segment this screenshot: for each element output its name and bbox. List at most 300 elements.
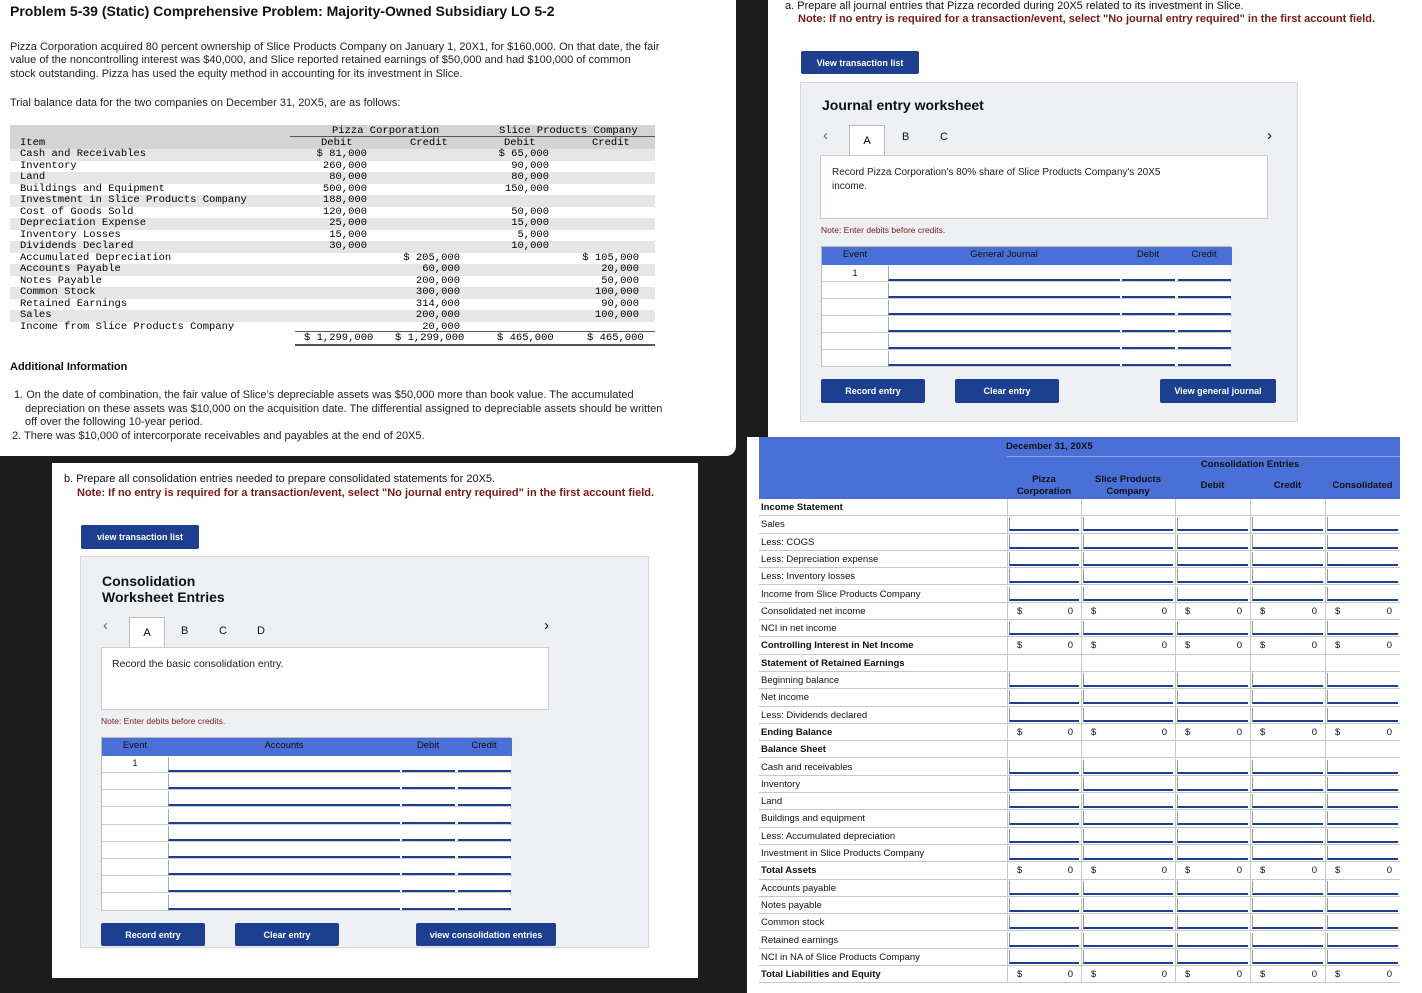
worksheet-input[interactable] — [1177, 881, 1248, 895]
worksheet-input[interactable] — [1083, 846, 1173, 860]
debit-input[interactable] — [402, 895, 455, 910]
ws-col-credit: Credit — [1273, 480, 1302, 491]
worksheet-input[interactable] — [1009, 517, 1079, 531]
worksheet-row-label: Net income — [761, 692, 810, 704]
worksheet-input[interactable] — [1009, 587, 1079, 601]
worksheet-input[interactable] — [1083, 898, 1173, 912]
ws-col-slice-1: Slice Products — [1095, 474, 1161, 485]
gj-account-select[interactable] — [888, 334, 1120, 349]
worksheet-total-value: 0 — [1067, 640, 1073, 652]
worksheet-row-label: Balance Sheet — [761, 744, 826, 756]
dollar-sign: $ — [1335, 865, 1341, 877]
worksheet-input[interactable] — [1083, 690, 1173, 704]
problem-title: Problem 5-39 (Static) Comprehensive Problem: Majority-Owned Subsidiary LO 5-2 — [10, 3, 555, 19]
worksheet-input[interactable] — [1009, 950, 1079, 964]
account-select[interactable] — [168, 774, 400, 789]
worksheet-input[interactable] — [1252, 933, 1323, 947]
part-b-panel — [52, 463, 698, 978]
worksheet-input[interactable] — [1177, 621, 1248, 635]
worksheet-input[interactable] — [1252, 587, 1323, 601]
je-col-debit: Debit — [1136, 249, 1160, 260]
tb-sd: 15,000 — [511, 217, 549, 229]
debit-input[interactable] — [402, 791, 455, 806]
worksheet-row-label: Investment in Slice Products Company — [761, 848, 925, 859]
worksheet-row-label: Inventory — [761, 778, 801, 790]
cons-clear-entry-button[interactable]: Clear entry — [235, 923, 339, 946]
gj-debit-input[interactable] — [1122, 283, 1175, 298]
worksheet-row-label: Controlling Interest in Net Income — [761, 640, 914, 652]
worksheet-input[interactable] — [1252, 777, 1323, 791]
worksheet-input[interactable] — [1177, 535, 1248, 549]
worksheet-total-value: 0 — [1067, 865, 1073, 877]
tb-sd: 80,000 — [511, 171, 549, 183]
tb-item: Accounts Payable — [20, 263, 121, 275]
gj-account-select[interactable] — [888, 266, 1120, 281]
cons-prompt-box — [101, 647, 549, 710]
view-transaction-list-button[interactable]: view transaction list — [81, 525, 199, 549]
account-select[interactable] — [168, 895, 400, 910]
debit-input[interactable] — [402, 877, 455, 892]
worksheet-input[interactable] — [1083, 794, 1173, 808]
worksheet-input[interactable] — [1327, 777, 1398, 791]
worksheet-row-label: Less: Depreciation expense — [761, 553, 879, 565]
dollar-sign: $ — [1260, 605, 1266, 617]
tb-pc: 200,000 — [415, 309, 460, 321]
ws-col-pizza-1: Pizza — [1032, 474, 1056, 485]
worksheet-input[interactable] — [1009, 811, 1079, 825]
worksheet-input[interactable] — [1009, 915, 1079, 929]
je-tab-c[interactable]: C — [940, 131, 948, 143]
worksheet-input[interactable] — [1327, 690, 1398, 704]
worksheet-total-value: 0 — [1161, 640, 1167, 652]
worksheet-row-label: NCI in NA of Slice Products Company — [761, 951, 920, 963]
tb-item: Income from Slice Products Company — [20, 320, 235, 333]
tb-item: Depreciation Expense — [20, 217, 147, 229]
worksheet-total-value: 0 — [1236, 726, 1242, 738]
worksheet-input[interactable] — [1177, 517, 1248, 531]
worksheet-input[interactable] — [1327, 708, 1398, 722]
tb-sc: $ 105,000 — [582, 251, 639, 264]
tb-header-item: Item — [20, 137, 46, 149]
worksheet-input[interactable] — [1177, 673, 1248, 687]
part-a-note: Note: If no entry is required for a transaction/event, select "No journal entry required" in the first account field. — [798, 13, 1376, 25]
worksheet-input[interactable] — [1009, 881, 1079, 895]
dollar-sign: $ — [1185, 640, 1191, 652]
worksheet-row-label: Statement of Retained Earnings — [761, 657, 905, 669]
tb-pc: 60,000 — [422, 263, 460, 275]
worksheet-input[interactable] — [1177, 933, 1248, 947]
worksheet-input[interactable] — [1009, 829, 1079, 843]
tb-total-pizza-debit: $ 1,299,000 — [304, 332, 374, 344]
worksheet-input[interactable] — [1327, 811, 1398, 825]
cons-title-2: Worksheet Entries — [102, 589, 225, 605]
worksheet-input[interactable] — [1083, 950, 1173, 964]
je-record-entry-button[interactable]: Record entry — [821, 379, 925, 403]
worksheet-input[interactable] — [1083, 760, 1173, 774]
worksheet-input[interactable] — [1327, 535, 1398, 549]
worksheet-row-label: Retained earnings — [761, 934, 839, 946]
gj-credit-input[interactable] — [1178, 334, 1231, 349]
ws-col-debit: Debit — [1200, 480, 1225, 491]
worksheet-total-value: 0 — [1161, 605, 1167, 617]
worksheet-input[interactable] — [1327, 621, 1398, 635]
worksheet-input[interactable] — [1083, 881, 1173, 895]
worksheet-input[interactable] — [1252, 811, 1323, 825]
debit-input[interactable] — [402, 826, 455, 841]
worksheet-input[interactable] — [1327, 517, 1398, 531]
credit-input[interactable] — [458, 860, 511, 875]
cons-debit-note: Note: Enter debits before credits. — [101, 716, 226, 726]
worksheet-input[interactable] — [1177, 811, 1248, 825]
gj-account-select[interactable] — [888, 351, 1120, 366]
worksheet-total-value: 0 — [1236, 865, 1242, 877]
worksheet-date: December 31, 20X5 — [1006, 441, 1093, 452]
worksheet-input[interactable] — [1252, 535, 1323, 549]
credit-input[interactable] — [458, 895, 511, 910]
worksheet-input[interactable] — [1177, 950, 1248, 964]
trial-balance-table — [10, 125, 655, 347]
worksheet-input[interactable] — [1009, 673, 1079, 687]
worksheet-row-label: Less: Inventory losses — [761, 571, 855, 583]
tb-header-pizza-debit: Debit — [321, 137, 353, 149]
cons-col-debit: Debit — [416, 740, 440, 751]
tb-sd: $ 65,000 — [498, 148, 549, 160]
dollar-sign: $ — [1260, 865, 1266, 877]
cons-entries-header: Consolidation Entries — [1200, 459, 1300, 470]
credit-input[interactable] — [458, 809, 511, 824]
credit-input[interactable] — [458, 843, 511, 858]
worksheet-input[interactable] — [1083, 777, 1173, 791]
tb-pd: 25,000 — [329, 217, 367, 229]
tb-item: Investment in Slice Products Company — [20, 194, 247, 206]
worksheet-row-label: Notes payable — [761, 899, 822, 911]
worksheet-input[interactable] — [1252, 950, 1323, 964]
worksheet-row-label: Total Liabilities and Equity — [761, 969, 881, 981]
gj-credit-input[interactable] — [1178, 266, 1231, 281]
prev-tab-icon[interactable]: ‹ — [103, 617, 108, 634]
account-select[interactable] — [168, 843, 400, 858]
worksheet-input[interactable] — [1252, 569, 1323, 583]
gj-credit-input[interactable] — [1178, 283, 1231, 298]
je-clear-entry-button[interactable]: Clear entry — [955, 379, 1059, 403]
worksheet-input[interactable] — [1083, 535, 1173, 549]
worksheet-input[interactable] — [1009, 794, 1079, 808]
worksheet-input[interactable] — [1177, 829, 1248, 843]
worksheet-input[interactable] — [1177, 915, 1248, 929]
worksheet-input[interactable] — [1252, 794, 1323, 808]
account-select[interactable] — [168, 791, 400, 806]
worksheet-row-label: Income from Slice Products Company — [761, 588, 921, 600]
worksheet-input[interactable] — [1252, 552, 1323, 566]
tb-header-slice: Slice Products Company — [499, 125, 638, 137]
tb-sd: 5,000 — [517, 228, 549, 241]
gj-debit-input[interactable] — [1122, 351, 1175, 366]
je-entry-table — [821, 246, 1231, 367]
worksheet-input[interactable] — [1009, 690, 1079, 704]
worksheet-input[interactable] — [1009, 569, 1079, 583]
worksheet-row-label: Cash and receivables — [761, 761, 853, 773]
tab-a[interactable]: A — [129, 617, 165, 647]
worksheet-input[interactable] — [1177, 708, 1248, 722]
worksheet-total-value: 0 — [1311, 726, 1317, 738]
dollar-sign: $ — [1091, 969, 1097, 981]
gj-debit-input[interactable] — [1122, 266, 1175, 281]
gj-debit-input[interactable] — [1122, 300, 1175, 315]
worksheet-input[interactable] — [1009, 933, 1079, 947]
tb-pc: 314,000 — [415, 297, 460, 310]
worksheet-input[interactable] — [1009, 535, 1079, 549]
debit-input[interactable] — [402, 774, 455, 789]
tb-header-slice-credit: Credit — [592, 137, 630, 149]
account-select[interactable] — [168, 826, 400, 841]
journal-entry-worksheet-card — [800, 82, 1298, 422]
credit-input[interactable] — [458, 826, 511, 841]
tb-sd: 10,000 — [511, 240, 549, 252]
worksheet-input[interactable] — [1009, 708, 1079, 722]
cons-event-num: 1 — [132, 758, 138, 768]
worksheet-input[interactable] — [1083, 517, 1173, 531]
tb-item: Buildings and Equipment — [20, 182, 165, 195]
additional-1a: 1. On the date of combination, the fair value of Slice’s depreciable assets was $50,000 more than book value. The accumulated — [14, 389, 634, 401]
tab-d[interactable]: D — [257, 625, 265, 637]
tb-header-slice-debit: Debit — [504, 137, 536, 149]
worksheet-input[interactable] — [1252, 690, 1323, 704]
je-col-event: Event — [842, 249, 868, 260]
intro-line-1: Pizza Corporation acquired 80 percent ownership of Slice Products Company on January 1, 20X1, for $160,000. On that date, the fair — [10, 41, 660, 53]
worksheet-input[interactable] — [1083, 673, 1173, 687]
account-select[interactable] — [168, 809, 400, 824]
worksheet-input[interactable] — [1083, 829, 1173, 843]
worksheet-total-value: 0 — [1311, 605, 1317, 617]
gj-account-select[interactable] — [888, 317, 1120, 332]
credit-input[interactable] — [458, 757, 511, 772]
worksheet-input[interactable] — [1009, 621, 1079, 635]
worksheet-input[interactable] — [1327, 587, 1398, 601]
tb-item: Inventory Losses — [20, 228, 121, 241]
worksheet-input[interactable] — [1083, 587, 1173, 601]
worksheet-input[interactable] — [1177, 777, 1248, 791]
gj-credit-input[interactable] — [1178, 351, 1231, 366]
part-a-instruction: a. Prepare all journal entries that Pizza recorded during 20X5 related to its investment in Slice. — [785, 0, 1244, 12]
part-b-note: Note: If no entry is required for a transaction/event, select "No journal entry required" in the first account field. — [77, 487, 655, 499]
dollar-sign: $ — [1091, 605, 1097, 617]
cons-col-accounts: Accounts — [264, 740, 304, 751]
dollar-sign: $ — [1335, 605, 1341, 617]
worksheet-row-label: Less: COGS — [761, 536, 815, 548]
worksheet-input[interactable] — [1083, 933, 1173, 947]
dollar-sign: $ — [1185, 865, 1191, 877]
tb-pd: 188,000 — [322, 194, 367, 206]
worksheet-input[interactable] — [1327, 794, 1398, 808]
worksheet-input[interactable] — [1327, 933, 1398, 947]
dollar-sign: $ — [1260, 969, 1266, 981]
tab-b[interactable]: B — [181, 625, 189, 637]
worksheet-total-value: 0 — [1067, 969, 1073, 981]
dollar-sign: $ — [1091, 640, 1097, 652]
next-tab-icon[interactable]: › — [544, 617, 549, 634]
worksheet-input[interactable] — [1252, 760, 1323, 774]
account-select[interactable] — [168, 757, 400, 772]
view-consolidation-entries-button[interactable]: view consolidation entries — [416, 923, 556, 946]
ws-col-slice-2: Company — [1106, 486, 1150, 497]
dollar-sign: $ — [1017, 640, 1023, 652]
tb-pc: 20,000 — [422, 320, 460, 333]
worksheet-input[interactable] — [1252, 708, 1323, 722]
additional-2: 2. There was $10,000 of intercorporate receivables and payables at the end of 20X5. — [12, 430, 425, 442]
worksheet-input[interactable] — [1327, 673, 1398, 687]
gj-credit-input[interactable] — [1178, 317, 1231, 332]
tb-total-slice-debit: $ 465,000 — [497, 332, 554, 344]
worksheet-input[interactable] — [1327, 881, 1398, 895]
gj-account-select[interactable] — [888, 283, 1120, 298]
worksheet-input[interactable] — [1252, 517, 1323, 531]
worksheet-input[interactable] — [1177, 690, 1248, 704]
tb-pc: $ 205,000 — [403, 251, 460, 264]
worksheet-input[interactable] — [1009, 552, 1079, 566]
worksheet-row-label: Less: Accumulated depreciation — [761, 830, 896, 842]
worksheet-total-value: 0 — [1386, 605, 1392, 617]
worksheet-input[interactable] — [1327, 950, 1398, 964]
worksheet-total-value: 0 — [1386, 726, 1392, 738]
cons-title-1: Consolidation — [102, 573, 196, 589]
tb-header-pizza-credit: Credit — [410, 137, 448, 149]
dollar-sign: $ — [1335, 969, 1341, 981]
dollar-sign: $ — [1335, 726, 1341, 738]
worksheet-input[interactable] — [1083, 569, 1173, 583]
worksheet-total-value: 0 — [1161, 969, 1167, 981]
worksheet-input[interactable] — [1327, 829, 1398, 843]
worksheet-input[interactable] — [1177, 552, 1248, 566]
dollar-sign: $ — [1017, 605, 1023, 617]
worksheet-row-label: NCI in net income — [761, 623, 837, 635]
tb-item: Sales — [20, 309, 52, 321]
worksheet-input[interactable] — [1252, 846, 1323, 860]
worksheet-input[interactable] — [1252, 881, 1323, 895]
worksheet-input[interactable] — [1327, 898, 1398, 912]
gj-account-select[interactable] — [888, 300, 1120, 315]
worksheet-input[interactable] — [1177, 898, 1248, 912]
part-b-instruction: b. Prepare all consolidation entries needed to prepare consolidated statements for 20X5. — [64, 473, 496, 485]
worksheet-input[interactable] — [1177, 760, 1248, 774]
tb-sd: 150,000 — [504, 182, 549, 195]
cons-entry-table — [101, 737, 511, 911]
worksheet-input[interactable] — [1177, 846, 1248, 860]
worksheet-input[interactable] — [1083, 552, 1173, 566]
tb-pd: $ 81,000 — [316, 148, 367, 160]
tb-item: Accumulated Depreciation — [20, 251, 172, 264]
tb-sc: 90,000 — [601, 297, 639, 310]
debit-input[interactable] — [402, 843, 455, 858]
worksheet-total-value: 0 — [1311, 969, 1317, 981]
gj-debit-input[interactable] — [1122, 334, 1175, 349]
dollar-sign: $ — [1335, 640, 1341, 652]
view-general-journal-button[interactable]: View general journal — [1160, 379, 1276, 403]
credit-input[interactable] — [458, 774, 511, 789]
worksheet-input[interactable] — [1252, 915, 1323, 929]
account-select[interactable] — [168, 877, 400, 892]
worksheet-input[interactable] — [1252, 829, 1323, 843]
gj-debit-input[interactable] — [1122, 317, 1175, 332]
worksheet-input[interactable] — [1327, 569, 1398, 583]
additional-1b: depreciation on these assets was $10,000 on the acquisition date. The differential assigned to depreciable assets should be written — [25, 403, 663, 415]
tb-sc: 50,000 — [601, 274, 639, 287]
consolidation-entries-card — [80, 556, 649, 948]
je-next-tab-icon[interactable]: › — [1267, 127, 1272, 144]
worksheet-input[interactable] — [1327, 760, 1398, 774]
worksheet-input[interactable] — [1177, 569, 1248, 583]
credit-input[interactable] — [458, 877, 511, 892]
part-a-view-transaction-list-button[interactable]: View transaction list — [801, 51, 919, 74]
je-prev-tab-icon[interactable]: ‹ — [823, 127, 828, 144]
worksheet-input[interactable] — [1009, 898, 1079, 912]
tb-pd: 260,000 — [322, 159, 367, 172]
je-event-num: 1 — [852, 268, 858, 278]
dollar-sign: $ — [1260, 640, 1266, 652]
worksheet-input[interactable] — [1009, 777, 1079, 791]
worksheet-input[interactable] — [1177, 794, 1248, 808]
credit-input[interactable] — [458, 791, 511, 806]
je-tab-b[interactable]: B — [902, 131, 910, 143]
worksheet-input[interactable] — [1083, 708, 1173, 722]
cons-col-credit: Credit — [471, 740, 497, 751]
dollar-sign: $ — [1091, 726, 1097, 738]
worksheet-row-label: Sales — [761, 519, 785, 531]
tb-pd: 30,000 — [329, 240, 367, 252]
worksheet-row-label: Ending Balance — [761, 726, 833, 738]
ws-col-consolidated: Consolidated — [1332, 480, 1393, 491]
worksheet-input[interactable] — [1252, 673, 1323, 687]
debit-input[interactable] — [402, 809, 455, 824]
je-tab-a[interactable]: A — [849, 125, 885, 155]
cons-record-entry-button[interactable]: Record entry — [101, 923, 205, 946]
worksheet-input[interactable] — [1327, 915, 1398, 929]
tb-item: Notes Payable — [20, 274, 102, 287]
worksheet-total-value: 0 — [1236, 605, 1242, 617]
je-title: Journal entry worksheet — [822, 97, 984, 113]
dollar-sign: $ — [1185, 969, 1191, 981]
worksheet-input[interactable] — [1252, 898, 1323, 912]
tb-item: Cash and Receivables — [20, 148, 147, 160]
intro-line-2: value of the noncontrolling interest was $40,000, and Slice reported retained earnings of $50,000 and had $100,000 of common — [10, 54, 631, 66]
account-select[interactable] — [168, 860, 400, 875]
worksheet-total-value: 0 — [1161, 726, 1167, 738]
worksheet-input[interactable] — [1009, 846, 1079, 860]
worksheet-input[interactable] — [1083, 621, 1173, 635]
tb-item: Common Stock — [20, 286, 96, 298]
worksheet-row-label: Consolidated net income — [761, 605, 866, 617]
worksheet-input[interactable] — [1083, 915, 1173, 929]
debit-input[interactable] — [402, 860, 455, 875]
tb-item: Land — [20, 171, 46, 183]
worksheet-row-label: Total Assets — [761, 865, 817, 877]
worksheet-input[interactable] — [1327, 846, 1398, 860]
debit-input[interactable] — [402, 757, 455, 772]
dollar-sign: $ — [1185, 605, 1191, 617]
tb-pc: 300,000 — [415, 286, 460, 298]
worksheet-row-label: Land — [761, 796, 783, 808]
tb-pd: 80,000 — [329, 171, 367, 183]
dollar-sign: $ — [1017, 969, 1023, 981]
worksheet-input[interactable] — [1083, 811, 1173, 825]
gj-credit-input[interactable] — [1178, 300, 1231, 315]
tb-pd: 120,000 — [322, 205, 367, 218]
worksheet-input[interactable] — [1327, 552, 1398, 566]
worksheet-input[interactable] — [1009, 760, 1079, 774]
tab-c[interactable]: C — [219, 625, 227, 637]
worksheet-input[interactable] — [1177, 587, 1248, 601]
tb-pd: 500,000 — [322, 182, 367, 195]
worksheet-input[interactable] — [1252, 621, 1323, 635]
